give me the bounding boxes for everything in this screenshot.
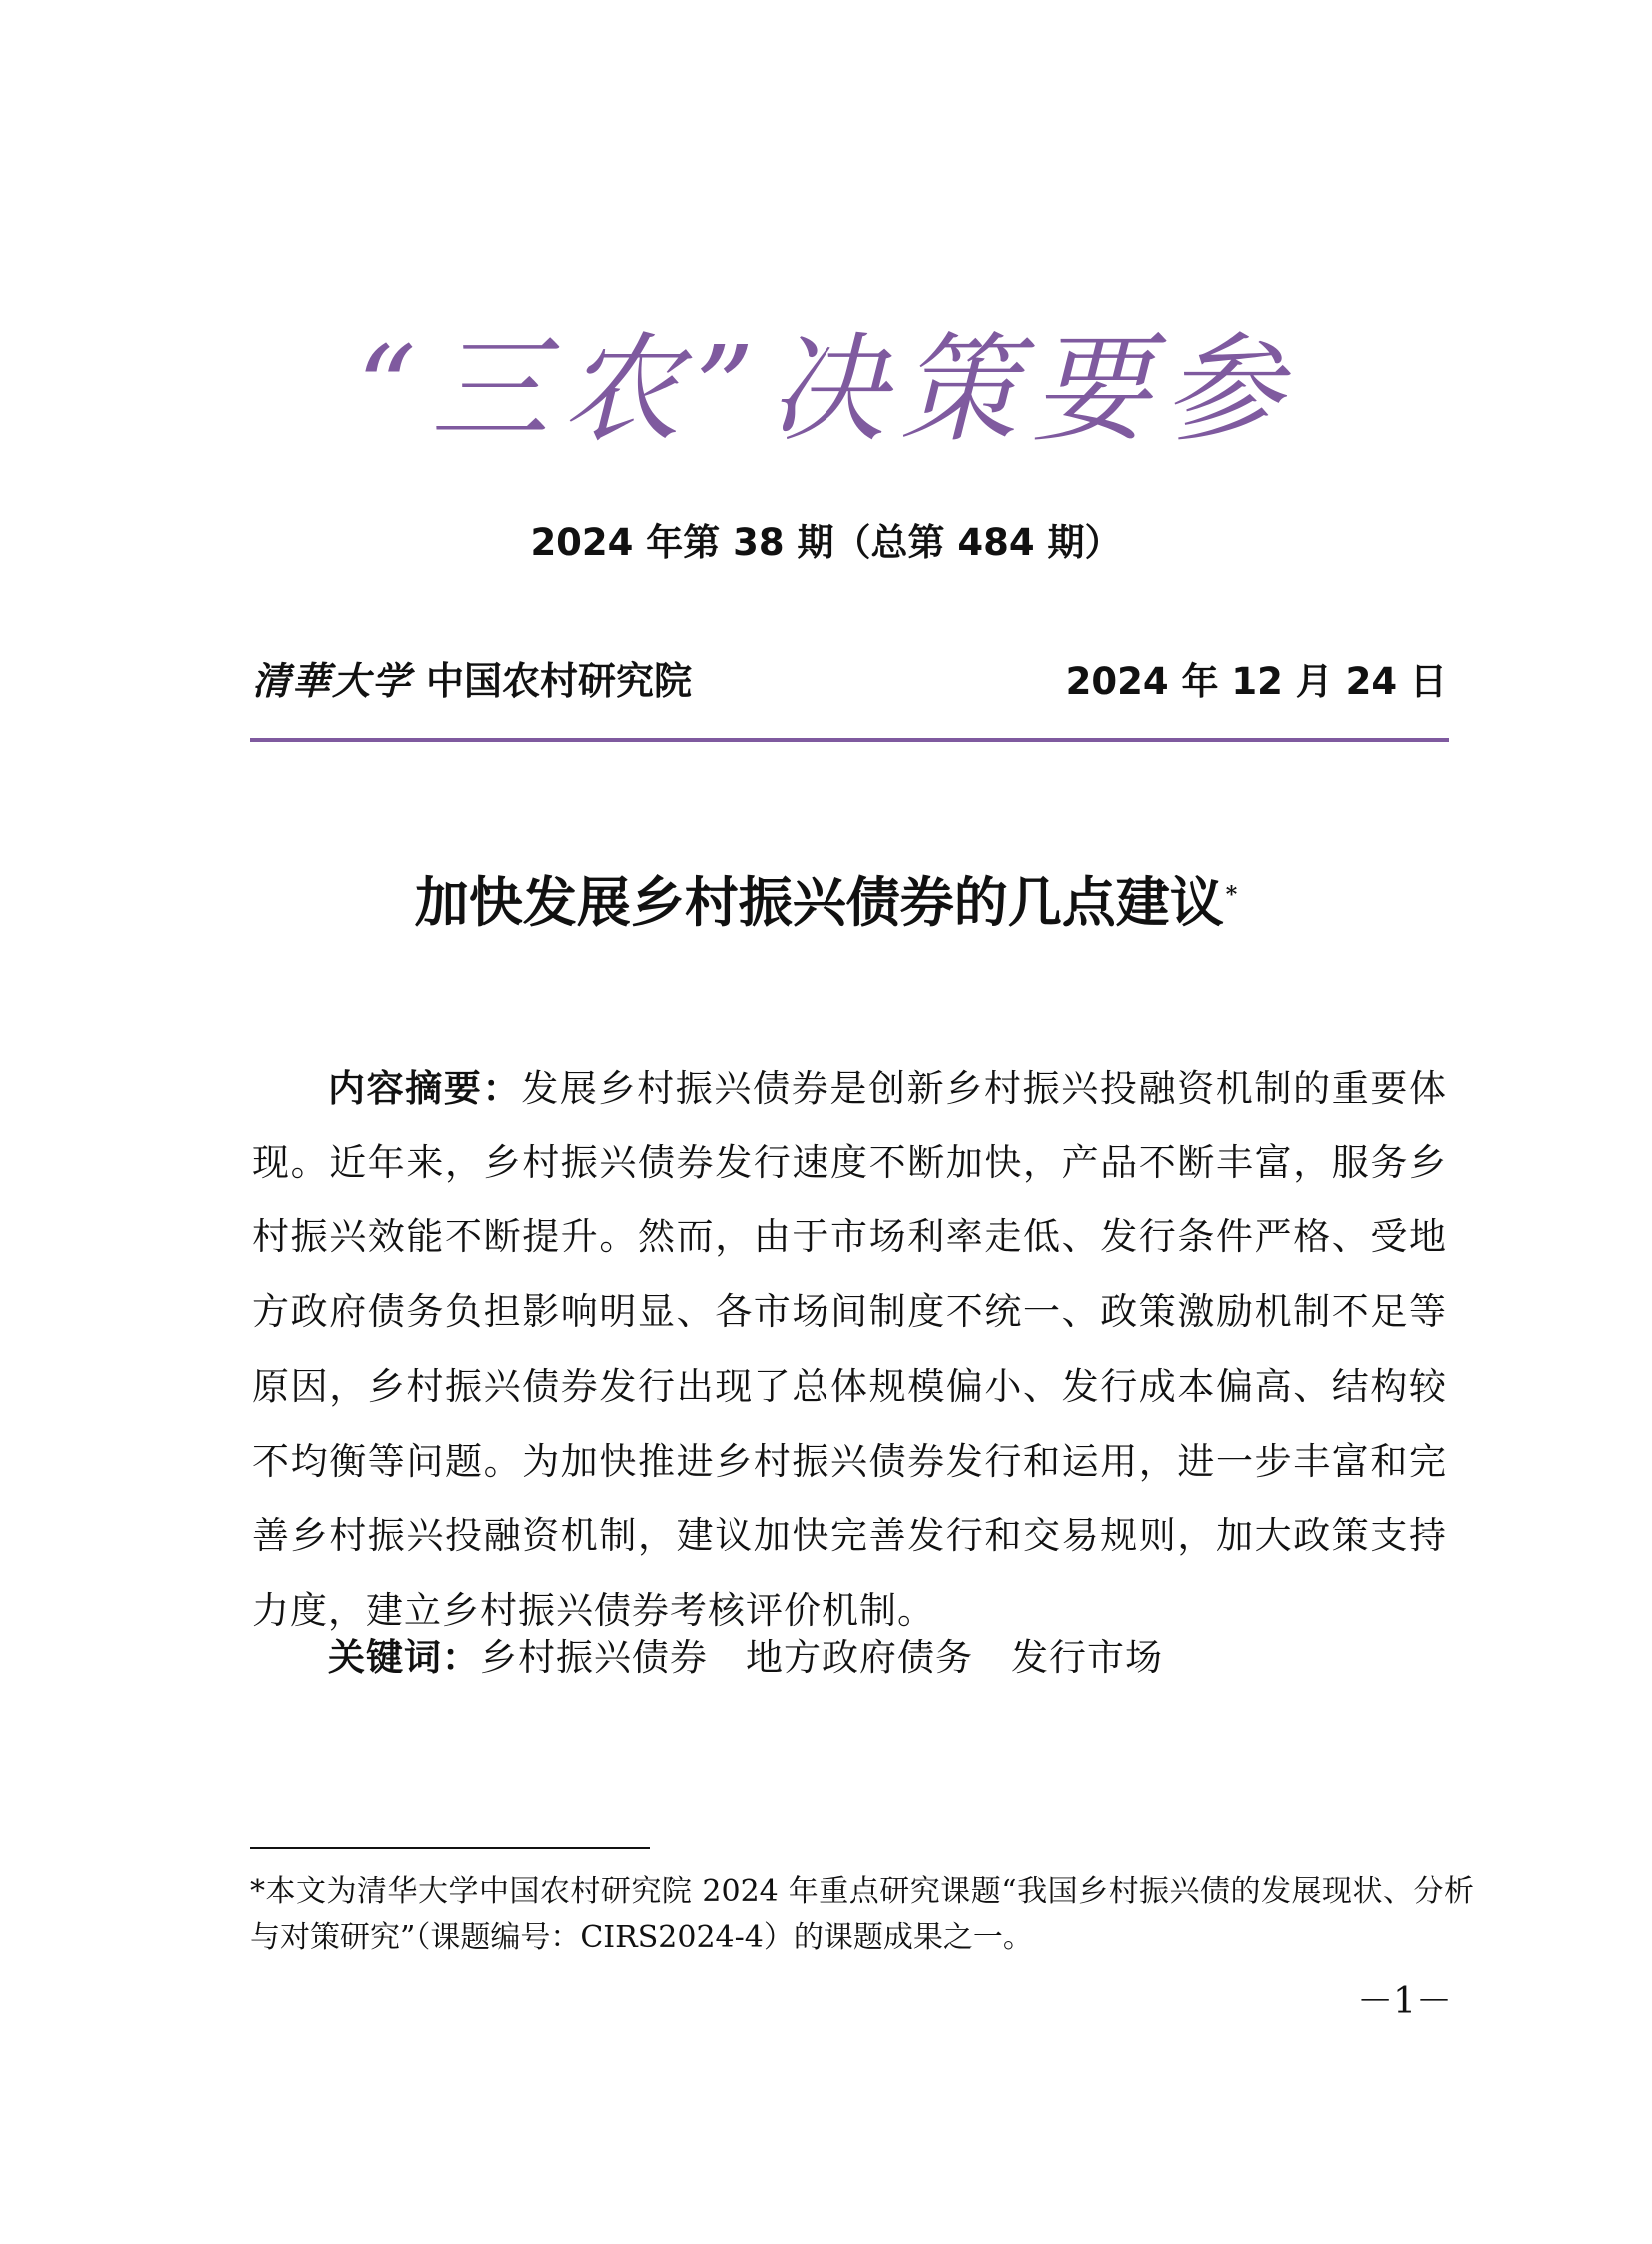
article-title [0, 870, 1652, 934]
publisher [252, 658, 693, 703]
header-divider [250, 738, 1449, 742]
issue-number: 2024 年第 38 期（总第 484 期） [530, 521, 1122, 564]
institute-name: 中国农村研究院 [426, 659, 693, 703]
abstract-paragraph [252, 1052, 1447, 1649]
page-number: －1－ [1357, 1981, 1452, 2022]
abstract-label: 内容摘要： [328, 1067, 522, 1110]
keyword-item: 发行市场 [1011, 1636, 1163, 1679]
university-logo-text: 清華大学 [252, 658, 413, 703]
article-title-text: 加快发展乡村振兴债券的几点建议 [414, 870, 1224, 934]
footnote: *本文为清华大学中国农村研究院 2024 年重点研究课题“我国乡村振兴债的发展现状、分析与对策研究”（课题编号：CIRS2024-4）的课题成果之一。 [250, 1874, 1474, 1955]
keywords-label: 关键词： [328, 1636, 480, 1679]
publication-date: 2024 年 12 月 24 日 [1065, 660, 1447, 703]
abstract-text: 发展乡村振兴债券是创新乡村振兴投融资机制的重要体现。近年来，乡村振兴债券发行速度不断加快，产品不断丰富，服务乡村振兴效能不断提升。然而，由于市场利率走低、发行条件严格、受地方政府债务负担影响明显、各市场间制度不统一、政策激励机制不足等原因，乡村振兴债券发行出现了总体规模偏小、发行成本偏高、结构较不均衡等问题。为加快推进乡村振兴债券发行和运用，进一步丰富和完善乡村振兴投融资机制，建议加快完善发行和交易规则，加大政策支持力度，建立乡村振兴债券考核评价机制。 [252, 1067, 1448, 1632]
keyword-item: 乡村振兴债券 [480, 1636, 708, 1679]
masthead-title: “三农”决策要参 [356, 320, 1296, 458]
keyword-item: 地方政府债务 [746, 1636, 973, 1679]
keywords-line [328, 1636, 1201, 1679]
footnote-divider [250, 1847, 650, 1849]
footnote-marker: * [1225, 882, 1238, 908]
